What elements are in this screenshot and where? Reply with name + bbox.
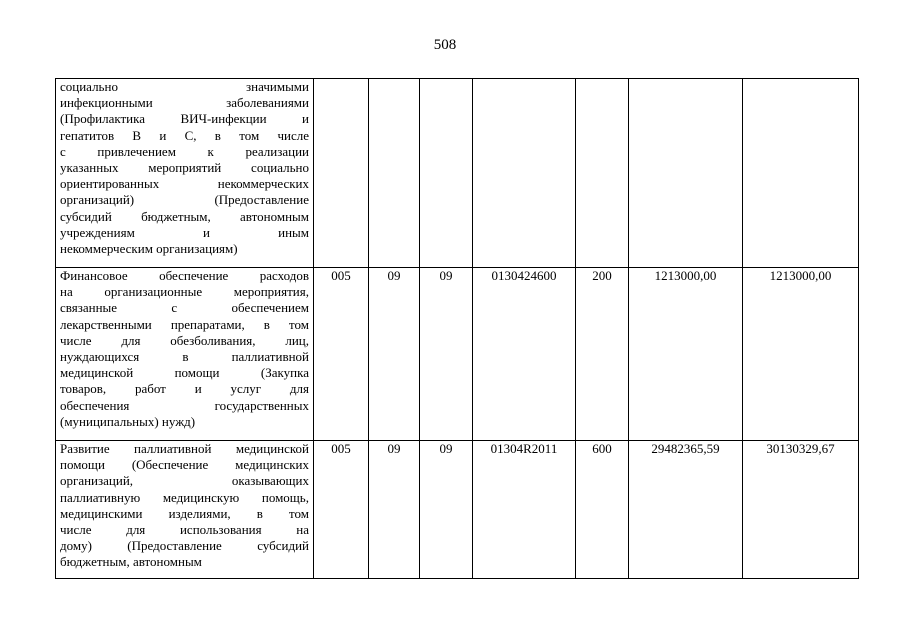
subsection-code-cell: 09 [420, 268, 473, 441]
grbs-code-cell: 005 [314, 441, 369, 579]
section-code-cell: 09 [369, 268, 420, 441]
description-line: ориентированных некоммерческих [60, 176, 309, 192]
description-line: товаров, работ и услуг для [60, 381, 309, 397]
row-description [56, 268, 314, 441]
expense-type-cell [576, 79, 629, 268]
row-description [56, 79, 314, 268]
description-line: (муниципальных) нужд) [60, 413, 196, 429]
table-row [56, 79, 859, 268]
description-line: на организационные мероприятия, [60, 284, 309, 300]
description-line: медицинскими изделиями, в том [60, 505, 309, 521]
description-line: субсидий бюджетным, автономным [60, 208, 309, 224]
amount-year1-cell [629, 79, 743, 268]
description-line: инфекционными заболеваниями [60, 95, 309, 111]
expense-type-cell: 200 [576, 268, 629, 441]
description-line: числе для обезболивания, лиц, [60, 332, 309, 348]
description-line: дому) (Предоставление субсидий [60, 538, 309, 554]
description-line: (Профилактика ВИЧ-инфекции и [60, 111, 309, 127]
section-code-cell: 09 [369, 441, 420, 579]
description-line: гепатитов В и С, в том числе [60, 127, 309, 143]
target-article-cell: 0130424600 [473, 268, 576, 441]
description-line: нуждающихся в паллиативной [60, 349, 309, 365]
amount-year1-cell: 1213000,00 [629, 268, 743, 441]
page-number: 508 [433, 37, 457, 53]
target-article-cell [473, 79, 576, 268]
description-line: социально значимыми [60, 79, 309, 94]
description-line: связанные с обеспечением [60, 300, 309, 316]
amount-year2-cell [743, 79, 859, 268]
description-line: помощи (Обеспечение медицинских [60, 457, 309, 473]
row-description [56, 441, 314, 579]
amount-year2-cell: 30130329,67 [743, 441, 859, 579]
description-line: Развитие паллиативной медицинской [60, 441, 309, 456]
description-line: организаций) (Предоставление [60, 192, 309, 208]
expense-type-cell: 600 [576, 441, 629, 579]
description-line: организаций, оказывающих [60, 473, 309, 489]
grbs-code-cell [314, 79, 369, 268]
table-row [56, 268, 859, 441]
section-code-cell [369, 79, 420, 268]
description-line: указанных мероприятий социально [60, 160, 309, 176]
description-line: учреждениям и иным [60, 224, 309, 240]
table-row [56, 441, 859, 579]
description-line: лекарственными препаратами, в том [60, 316, 309, 332]
amount-year1-cell: 29482365,59 [629, 441, 743, 579]
target-article-cell: 01304R2011 [473, 441, 576, 579]
description-line: некоммерческим организациям) [60, 241, 238, 257]
description-line: Финансовое обеспечение расходов [60, 268, 309, 283]
description-line: с привлечением к реализации [60, 143, 309, 159]
description-line: паллиативную медицинскую помощь, [60, 489, 309, 505]
grbs-code-cell: 005 [314, 268, 369, 441]
description-line: бюджетным, автономным [60, 554, 202, 570]
subsection-code-cell [420, 79, 473, 268]
description-line: обеспечения государственных [60, 397, 309, 413]
budget-table [55, 78, 859, 579]
subsection-code-cell: 09 [420, 441, 473, 579]
description-line: числе для использования на [60, 522, 309, 538]
amount-year2-cell: 1213000,00 [743, 268, 859, 441]
description-line: медицинской помощи (Закупка [60, 365, 309, 381]
